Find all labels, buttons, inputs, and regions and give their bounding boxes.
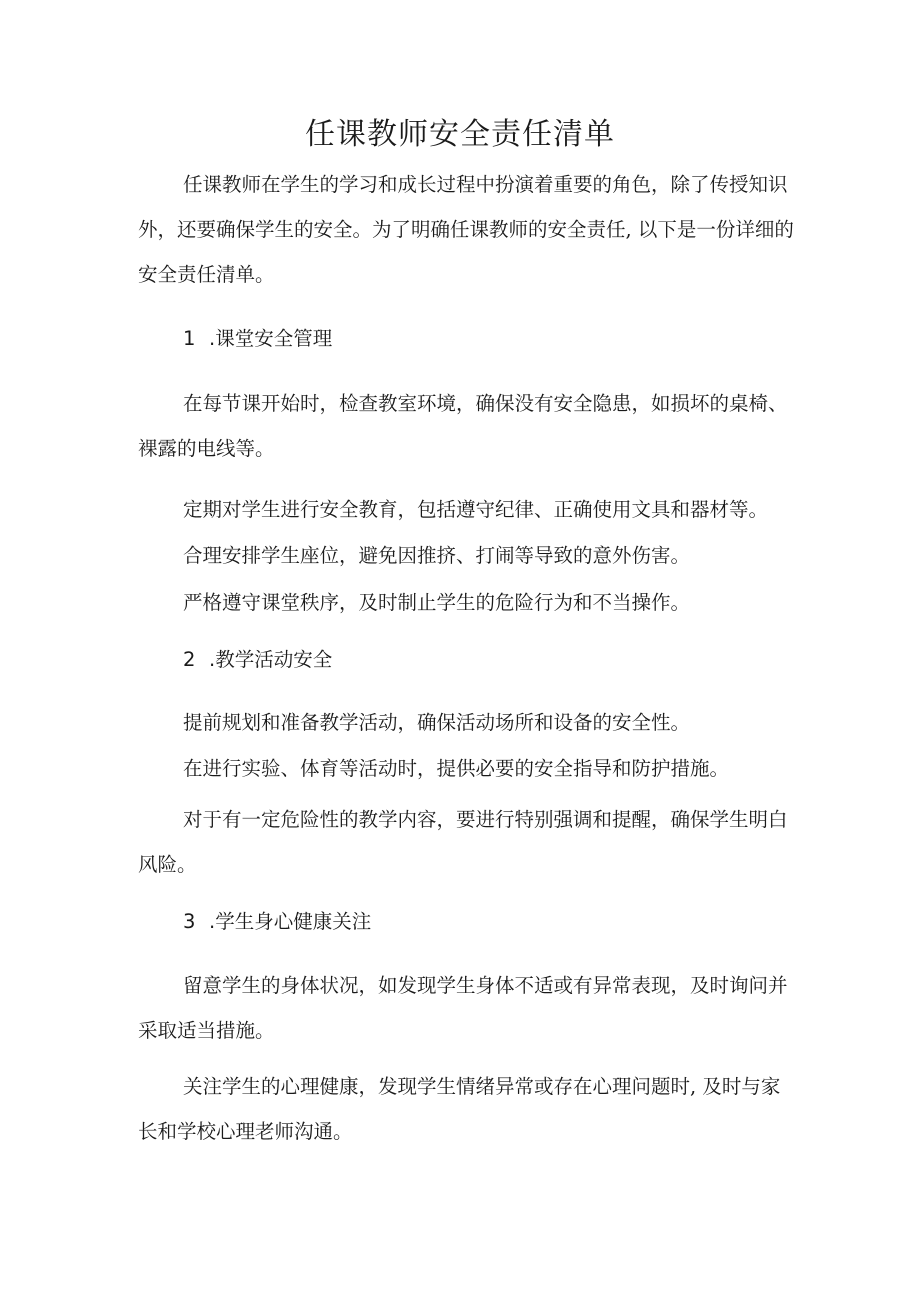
section-heading-1 [183,316,332,361]
section-2-item-2: 在进行实验、体育等活动时，提供必要的安全指导和防护措施。 [183,757,730,780]
section-3-item-2: 关注学生的心理健康，发现学生情绪异常或存在心理问题时, 及时与家长和学校心理老师沟通。 [138,1075,781,1143]
section-2-item-3: 对于有一定危险性的教学内容，要进行特别强调和提醒，确保学生明白风险。 [138,808,788,876]
section-heading-text: .教学活动安全 [209,648,333,671]
intro-paragraph: 任课教师在学生的学习和成长过程中扮演着重要的角色，除了传授知识外，还要确保学生的安全。为了明确任课教师的安全责任, 以下是一份详细的安全责任清单。 [138,173,794,286]
section-1-item-2: 定期对学生进行安全教育，包括遵守纪律、正确使用文具和器材等。 [183,498,769,521]
page-title: 任课教师安全责任清单 [305,117,615,152]
section-number: 2 [183,648,196,671]
section-1-item-4: 严格遵守课堂秩序，及时制止学生的危险行为和不当操作。 [183,591,691,614]
section-heading-3 [183,899,371,944]
section-2-item-1: 提前规划和准备教学活动，确保活动场所和设备的安全性。 [183,711,691,734]
section-1-item-1: 在每节课开始时，检查教室环境，确保没有安全隐患，如损坏的桌椅、裸露的电线等。 [138,392,788,460]
section-3-item-1: 留意学生的身体状况，如发现学生身体不适或有异常表现，及时询问并采取适当措施。 [138,974,788,1042]
section-number: 3 [183,910,196,933]
section-1-item-3: 合理安排学生座位，避免因推挤、打闹等导致的意外伤害。 [183,544,691,567]
section-heading-text: .课堂安全管理 [209,327,333,350]
section-number: 1 [183,327,196,350]
section-heading-text: .学生身心健康关注 [209,910,372,933]
section-heading-2 [183,637,332,682]
